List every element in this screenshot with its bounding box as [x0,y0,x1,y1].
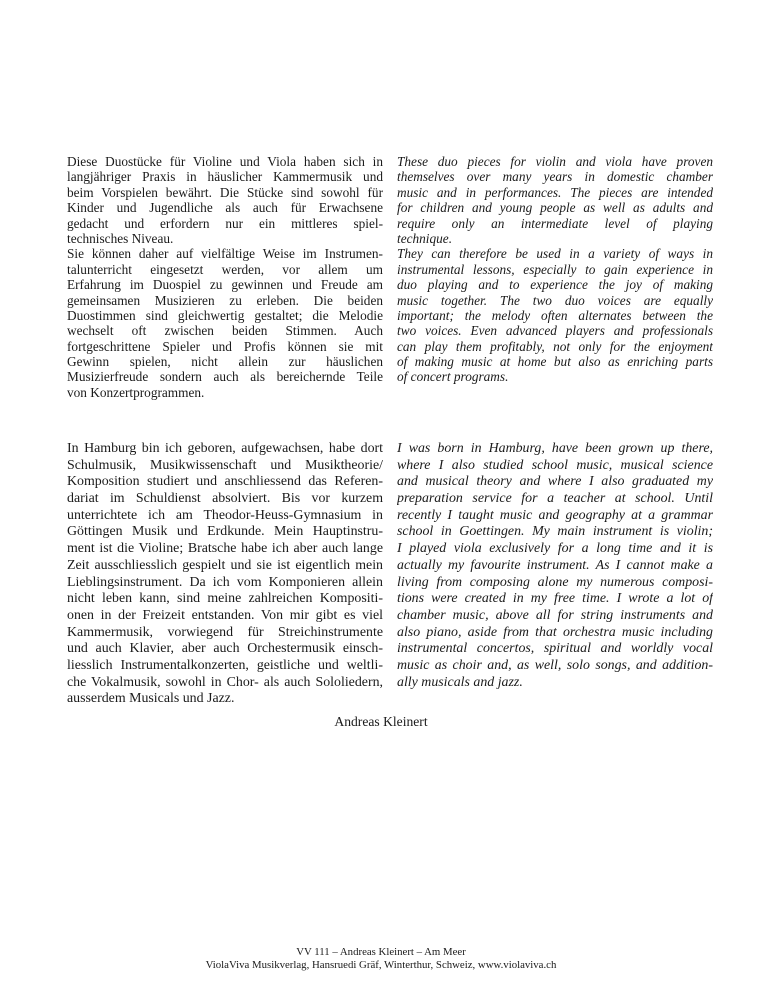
bio-english-column [397,441,713,691]
text-line: Lieblingsinstrument. Da ich vom Komponieren allein [67,574,383,590]
text-line: ausserdem Musicals und Jazz. [67,691,235,707]
text-line: langjähriger Praxis in häuslicher Kammermusik und [67,169,383,185]
text-line: von Konzertprogrammen. [67,384,205,400]
intro-german-paragraph-1 [67,154,383,246]
text-line: living from composing alone my numerous composi- [397,574,713,590]
text-line: Schulmusik, Musikwissenschaft und Musiktheorie/ [67,457,383,473]
text-line: These duo pieces for violin and viola have proven [397,154,713,169]
text-line: dariat im Schuldienst absolviert. Bis vor kurzem [67,491,383,507]
text-line: gedacht und erfordern nur ein mittleres spiel- [67,215,383,231]
author-name: Andreas Kleinert [334,714,428,729]
text-line: Göttingen Musik und Erdkunde. Mein Hauptinstru- [67,524,383,540]
intro-english-paragraph-1 [397,154,713,246]
text-line: music together. The two duo voices are equally [397,292,713,308]
text-line: beim Vorspielen bewährt. Die Stücke sind sowohl für [67,184,383,200]
text-line: They can therefore be used in a variety of ways in [397,246,713,262]
text-line: instrumental lessons, especially to gain experience in [397,261,713,277]
text-line: Duostimmen sind gleichwertig gestaltet; die Melodie [67,307,383,323]
bio-german-paragraph [67,441,383,708]
text-line: onen in der Freizeit entstanden. Von mir gibt es viel [67,607,383,623]
text-line: Gewinn spielen, nicht allein zur häuslichen [67,354,383,370]
text-line: und auch Klavier, aber auch Orchestermusik einsch- [67,641,383,657]
text-line: duo playing and to experience the joy of making [397,277,713,293]
text-line: ally musicals and jazz. [397,674,523,690]
text-line: music and in performances. The pieces are intended [397,184,713,200]
intro-german-paragraph-2 [67,246,383,400]
text-line: also piano, aside from that orchestra music including [397,624,713,640]
text-line: ment ist die Violine; Bratsche habe ich aber auch lange [67,541,383,557]
text-line: In Hamburg bin ich geboren, aufgewachsen, habe dort [67,441,383,456]
footer [0,946,762,972]
text-line: of making music at home but also as enriching parts [397,354,713,370]
footer-publisher-line: ViolaViva Musikverlag, Hansruedi Gräf, Winterthur, Schweiz, www.violaviva.ch [205,959,557,972]
bio-german-column [67,441,383,708]
text-line: fortgeschrittene Spieler und Profis können sie mit [67,338,383,354]
text-line: technique. [397,230,453,246]
text-line: and musical theory and where I also graduated my [397,474,713,490]
text-line: liesslich Instrumentalkonzerten, geistliche und weltli- [67,657,383,673]
text-line: Sie können daher auf vielfältige Weise im Instrumen- [67,246,383,262]
intro-english-paragraph-2 [397,246,713,385]
text-line: themselves over many years in domestic chamber [397,169,713,185]
text-line: require only an intermediate level of playing [397,215,713,231]
text-line: for children and young people as well as adults and [397,200,713,216]
intro-english-column [397,154,713,385]
text-line: school in Goettingen. My main instrument is violin; [397,524,713,540]
text-line: preparation service for a teacher at school. Until [397,491,713,507]
text-line: instrumental concertos, spiritual and worldly vocal [397,641,713,657]
text-line: nicht leben kann, sind meine zahlreichen Kompositi- [67,591,383,607]
text-line: I was born in Hamburg, have been grown up there, [397,441,713,456]
text-line: actually my favourite instrument. As I cannot make a [397,557,713,573]
text-line: Komposition studiert und anschliessend das Referen- [67,474,383,490]
text-line: Musizierfreude sondern auch als bereichernde Teile [67,369,383,385]
text-line: of concert programs. [397,369,509,385]
intro-german-column [67,154,383,400]
text-line: technisches Niveau. [67,230,174,246]
text-line: can play them profitably, not only for the enjoyment [397,338,713,354]
text-line: I played viola exclusively for a long time and it is [397,541,713,557]
text-line: tions were created in my free time. I wrote a lot of [397,591,713,607]
text-line: Kammermusik, vorwiegend für Streichinstrumente [67,624,383,640]
text-line: unterrichtete ich am Theodor-Heuss-Gymnasium in [67,507,383,523]
text-line: Kinder und Jugendliche als auch für Erwachsene [67,200,383,216]
bio-english-paragraph [397,441,713,691]
text-line: where I also studied school music, musical science [397,457,713,473]
text-line: two voices. Even advanced players and professionals [397,323,713,339]
text-line: Diese Duostücke für Violine und Viola haben sich in [67,154,383,169]
text-line: che Vokalmusik, sowohl in Chor- als auch Sololiedern, [67,674,383,690]
text-line: chamber music, above all for string instruments and [397,607,713,623]
text-line: important; the melody often alternates between the [397,307,713,323]
text-line: wechselt oft zwischen beiden Stimmen. Auch [67,323,383,339]
text-line: Zeit ausschliesslich gespielt und sie ist eigentlich mein [67,557,383,573]
text-line: music as choir and, as well, solo songs, and addition- [397,657,713,673]
footer-catalog-line: VV 111 – Andreas Kleinert – Am Meer [296,946,466,958]
text-line: Erfahrung im Duospiel zu gewinnen und Freude am [67,277,383,293]
text-line: gemeinsamen Musizieren zu erleben. Die beiden [67,292,383,308]
text-line: recently I taught music and geography at a grammar [397,507,713,523]
text-line: talunterricht eingesetzt werden, vor allem um [67,261,383,277]
